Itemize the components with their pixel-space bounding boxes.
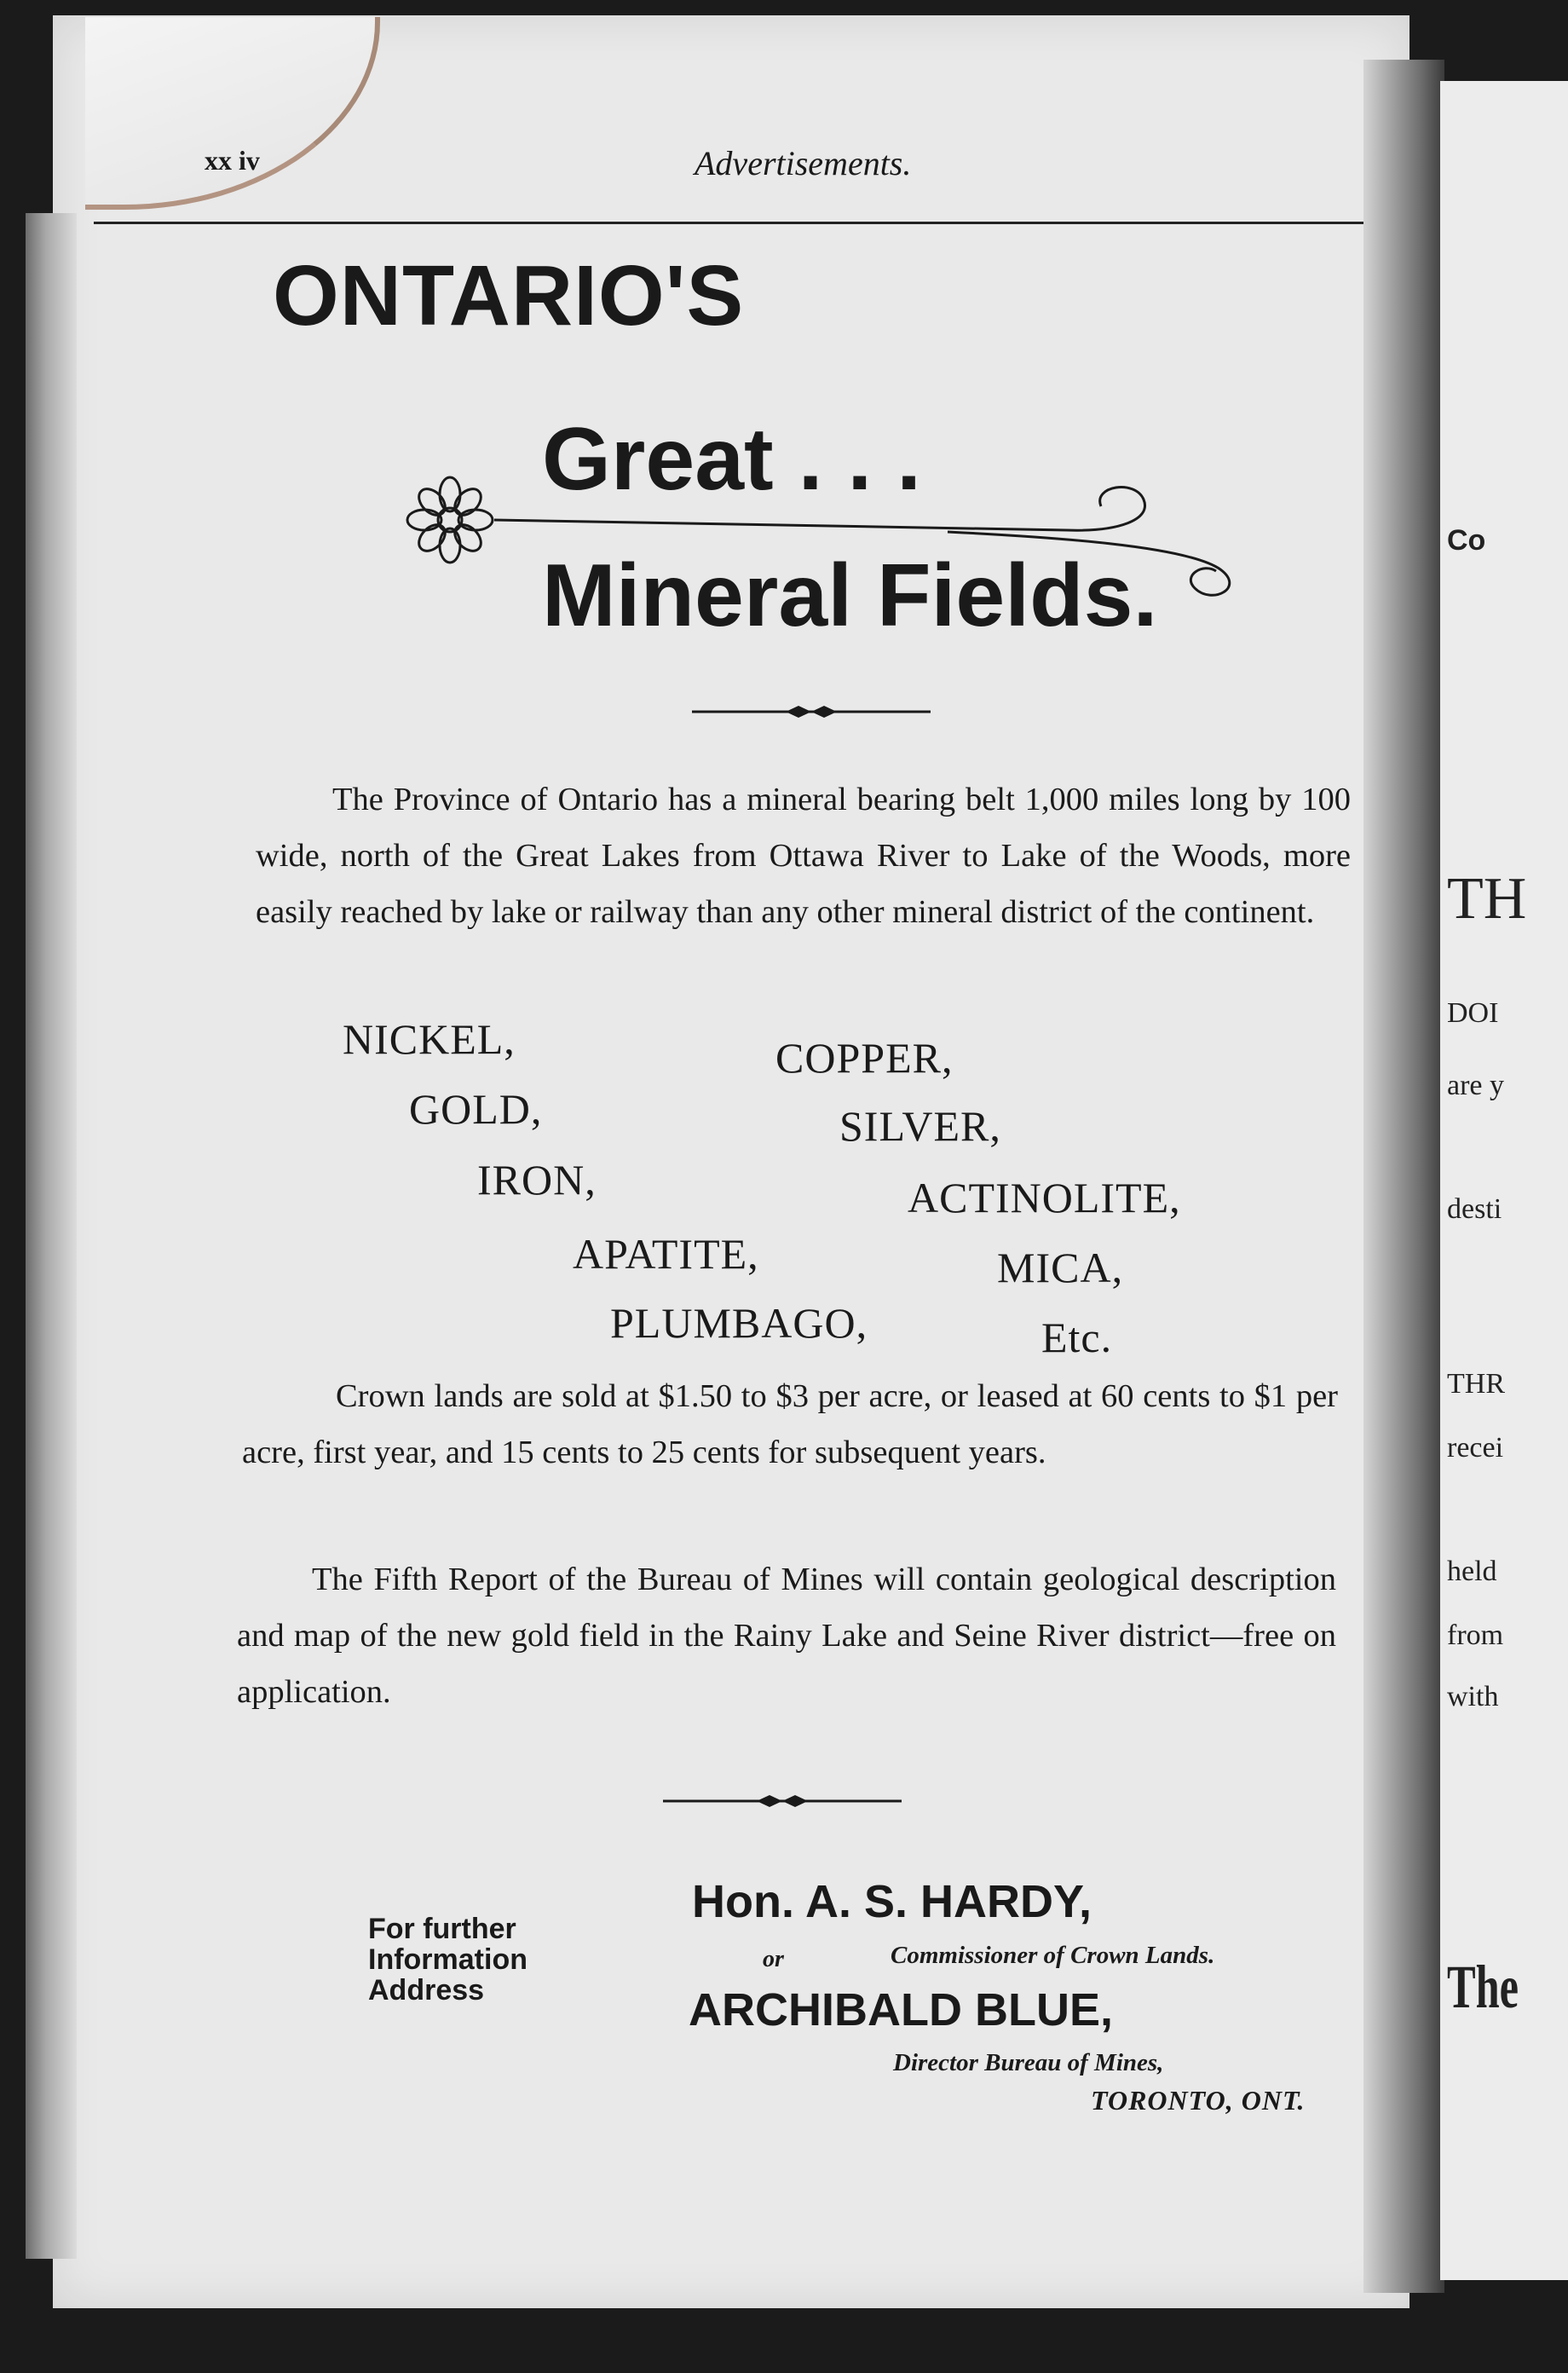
headline-great: Great . . . — [542, 410, 922, 509]
mineral-nickel: NICKEL, — [343, 1015, 516, 1063]
contact-label-line: Address — [368, 1974, 485, 2006]
contact-label — [368, 1914, 527, 2006]
mineral-iron: IRON, — [477, 1156, 597, 1204]
facing-page-fragment: with — [1447, 1681, 1499, 1712]
facing-page — [1440, 81, 1568, 2280]
facing-page-fragment: held — [1447, 1556, 1497, 1587]
crown-lands-paragraph: Crown lands are sold at $1.50 to $3 per acre, or leased at 60 cents to $1 per acre, first year, and 15 cents to 25 cents for subsequent years. — [242, 1378, 1338, 1470]
mineral-mica: MICA, — [997, 1244, 1124, 1291]
running-head: Advertisements. — [695, 144, 912, 182]
facing-page-fragment: TH — [1447, 866, 1527, 932]
facing-page-fragment: The — [1447, 1953, 1519, 2021]
contact-title-commissioner: Commissioner of Crown Lands. — [891, 1942, 1215, 1969]
mineral-plumbago: PLUMBAGO, — [610, 1299, 868, 1347]
bureau-report-paragraph: The Fifth Report of the Bureau of Mines will contain geological description and map of the new gold field in the Rainy Lake and Seine River district—free on application. — [237, 1562, 1336, 1710]
page-edge-shadow — [26, 213, 77, 2259]
facing-page-fragment: are y — [1447, 1070, 1505, 1101]
facing-page-fragment: DOI — [1447, 997, 1499, 1029]
ornamental-divider-bottom — [663, 1788, 902, 1814]
facing-page-fragment: recei — [1447, 1432, 1504, 1464]
contact-name-blue: ARCHIBALD BLUE, — [689, 1984, 1113, 2035]
book-gutter — [1363, 60, 1444, 2293]
intro-paragraph: The Province of Ontario has a mineral bearing belt 1,000 miles long by 100 wide, north of the Great Lakes from Ottawa River to Lake of the Woods, more easily reached by lake or railway than any other mineral district of the continent. — [256, 782, 1351, 930]
contact-label-line: Information — [368, 1943, 527, 1976]
page-number: xx iv — [205, 145, 260, 176]
facing-page-fragment: Co — [1447, 524, 1486, 557]
mineral-etc: Etc. — [1041, 1314, 1113, 1361]
facing-page-fragment: THR — [1447, 1368, 1505, 1400]
facing-page-fragment: desti — [1447, 1193, 1502, 1225]
mineral-copper: COPPER, — [775, 1034, 954, 1082]
contact-city: TORONTO, ONT. — [1091, 2085, 1306, 2116]
facing-page-fragment: from — [1447, 1620, 1504, 1651]
mineral-actinolite: ACTINOLITE, — [908, 1174, 1181, 1221]
contact-title-director: Director Bureau of Mines, — [893, 2049, 1164, 2076]
contact-or: or — [763, 1946, 784, 1972]
contact-name-hardy: Hon. A. S. HARDY, — [692, 1876, 1092, 1927]
flower-ornament-icon — [402, 469, 1237, 614]
contact-label-line: For further — [368, 1913, 516, 1945]
mineral-apatite: APATITE, — [573, 1230, 759, 1278]
headline-mineral-fields: Mineral Fields. — [542, 546, 1158, 645]
mineral-gold: GOLD, — [409, 1085, 543, 1133]
mineral-silver: SILVER, — [839, 1102, 1001, 1150]
ornamental-divider-top — [692, 699, 931, 725]
headline-ontarios: ONTARIO'S — [273, 248, 745, 344]
